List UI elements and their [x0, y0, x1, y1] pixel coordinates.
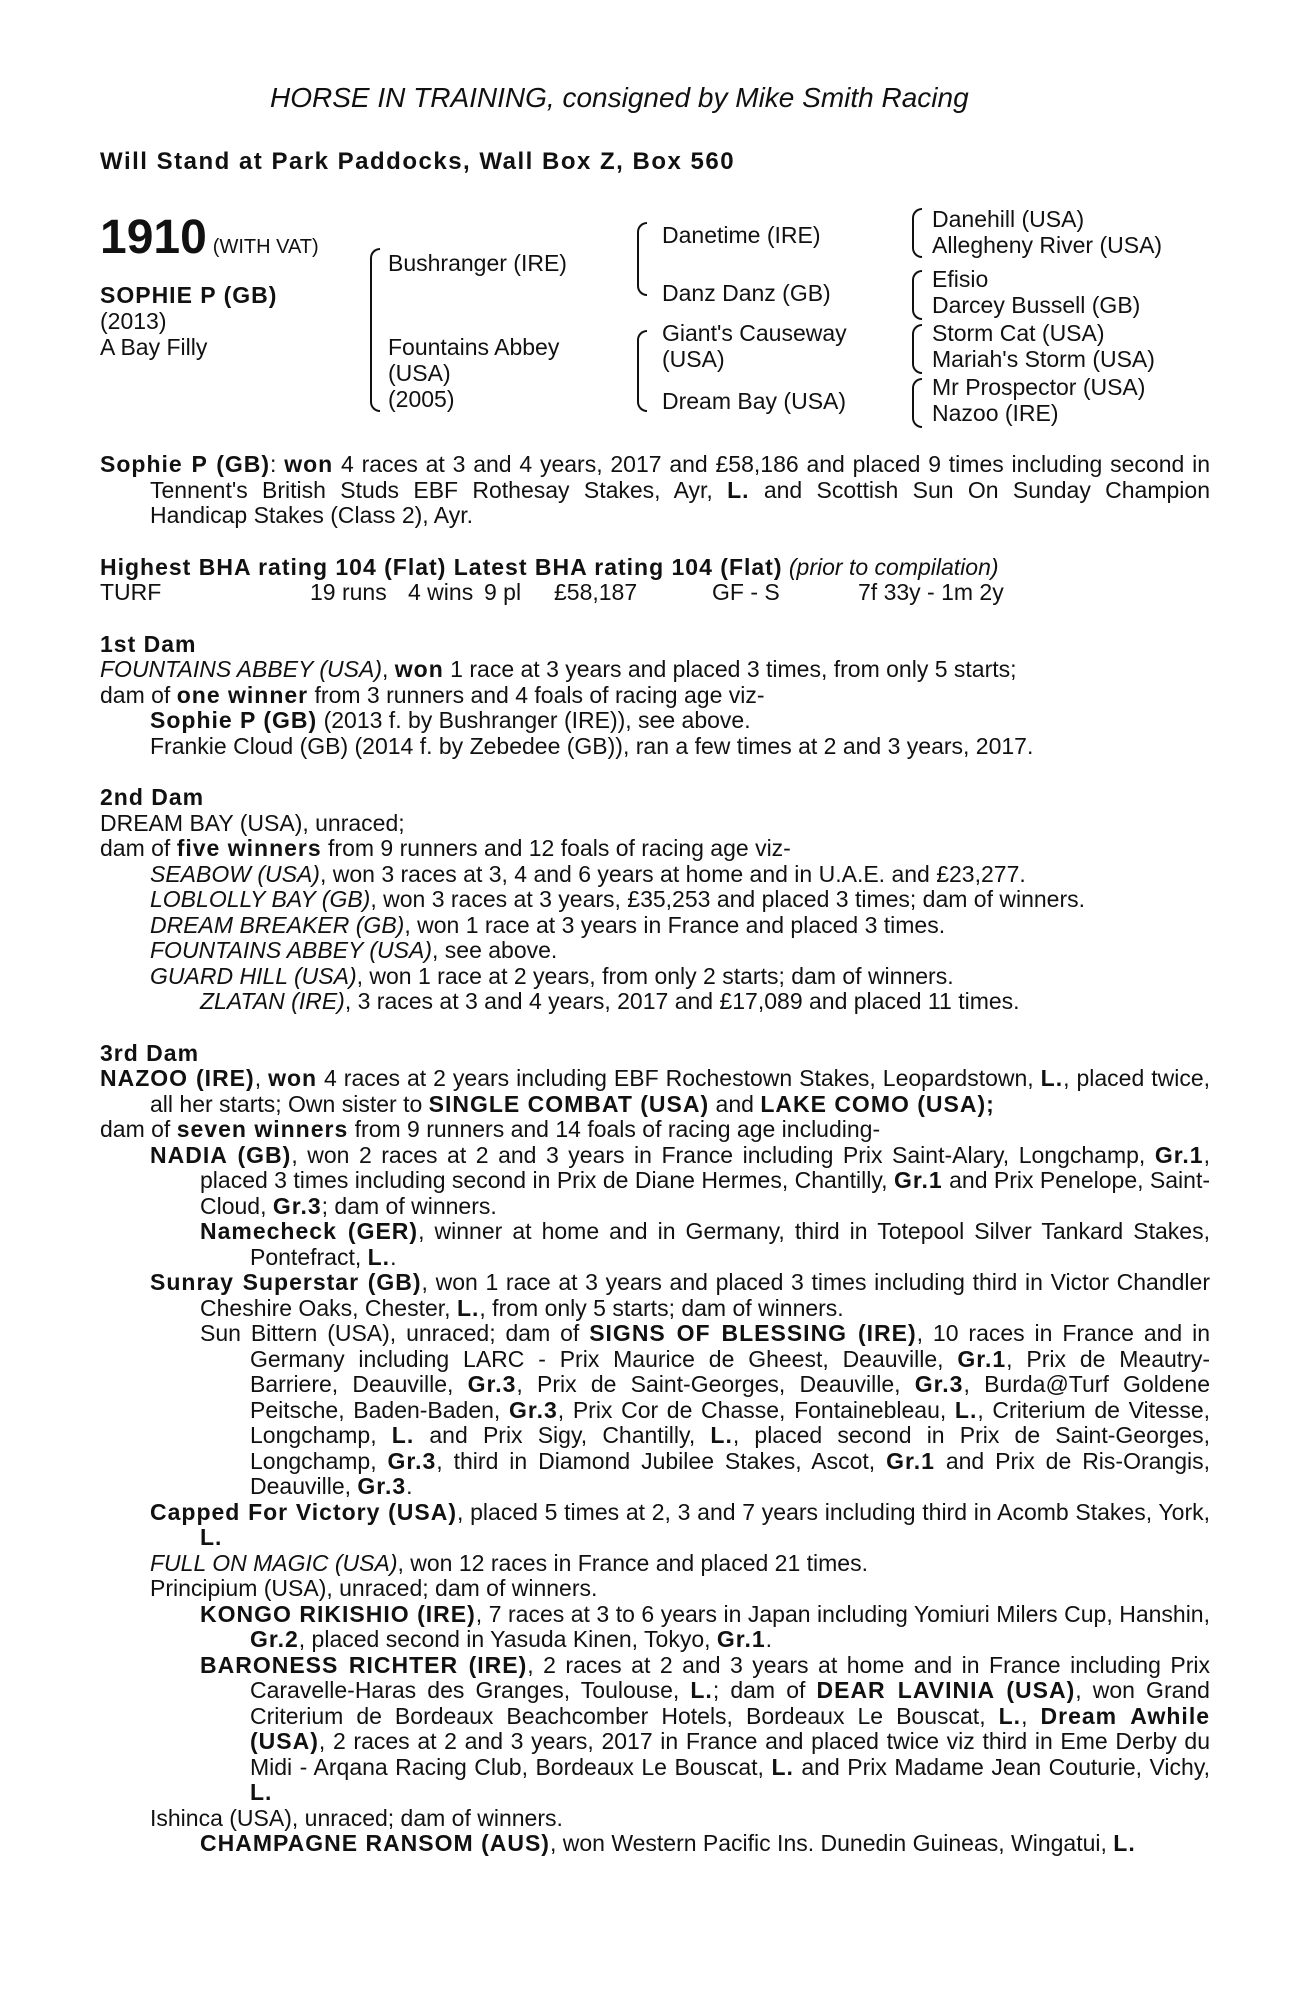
rating-going: GF - S: [712, 579, 780, 605]
listed-mark: L.: [727, 476, 750, 503]
pedigree-brace-sd: [912, 270, 922, 320]
produce-text: , won 3 races at 3, 4 and 6 years at home and in U.A.E. and £23,277.: [319, 860, 1026, 887]
produce-text: and Prix de Ris-Orangis, Deauville,: [250, 1447, 1211, 1499]
produce-text: and Prix Sigy, Chantilly,: [414, 1422, 711, 1448]
dam3-damof-rest: from 9 runners and 14 foals of racing age including-: [348, 1116, 881, 1142]
group-mark: Gr.3: [272, 1192, 322, 1219]
dam3-grandproduce-namecheck: [100, 1219, 1210, 1270]
dam2-produce-line: [100, 836, 1210, 862]
listed-mark: L.: [250, 1779, 273, 1805]
rating-heading: [100, 555, 1210, 581]
listed-mark: L.: [391, 1422, 415, 1448]
dam1-text: 1 race at 3 years and placed 3 times, from only 5 starts;: [443, 656, 1017, 682]
produce-text: ; dam of winners.: [321, 1192, 497, 1219]
produce-text: , won 1 race at 3 years and placed 3 times including third in Victor Chandler Cheshire Oaks, Chester,: [200, 1269, 1210, 1321]
produce-text: , won 1 race at 2 years, from only 2 starts; dam of winners.: [356, 962, 954, 989]
dam3-heading: 3rd Dam: [100, 1039, 200, 1066]
produce-name: NADIA (GB): [150, 1141, 292, 1168]
group-mark: Gr.3: [387, 1447, 437, 1474]
pedigree-sds: Efisio: [932, 266, 989, 292]
dam1-produce-1: [100, 708, 1210, 734]
produce-text: , winner at home and in Germany, third in Totepool Silver Tankard Stakes, Pontefract,: [250, 1218, 1210, 1270]
dam2-produce-1: [100, 862, 1210, 888]
listed-mark: L.: [771, 1753, 794, 1780]
produce-text: , placed second in Prix de Saint-Georges, Longchamp,: [250, 1422, 1210, 1474]
sibling-name: SINGLE COMBAT (USA): [428, 1090, 710, 1117]
listed-mark: L.: [456, 1294, 480, 1321]
page-title: HORSE IN TRAINING, consigned by Mike Smith Racing: [270, 82, 969, 113]
listed-mark: L.: [1113, 1830, 1136, 1856]
produce-name: BARONESS RICHTER (IRE): [200, 1651, 528, 1678]
listed-mark: L.: [998, 1702, 1022, 1729]
produce-text: , won 2 races at 2 and 3 years in France including Prix Saint-Alary, Longchamp,: [291, 1141, 1155, 1168]
dam3-text: and: [709, 1090, 761, 1117]
pedigree-brace-ds: [912, 324, 922, 374]
pedigree-ddd: Nazoo (IRE): [932, 400, 1059, 426]
dam1-heading: 1st Dam: [100, 630, 197, 657]
listed-mark: L.: [710, 1422, 733, 1448]
pedigree-sire-sire: Danetime (IRE): [662, 222, 821, 248]
group-mark: Gr.3: [357, 1473, 407, 1499]
dam1-damof: dam of: [100, 681, 177, 708]
pedigree-sire-dam: Danz Danz (GB): [662, 280, 831, 306]
produce-text: , 2 races at 2 and 3 years, 2017 in France and placed twice viz third in Eme Derby du Midi - Arqana Racing Club, Bordeaux Le Bouscat,: [250, 1728, 1210, 1780]
produce-name: SIGNS OF BLESSING (IRE): [589, 1320, 917, 1346]
dam2-produce-5: [100, 964, 1210, 990]
dam3-text: , placed twice, all her starts; Own sister to: [150, 1065, 1211, 1117]
pedigree-sire: Bushranger (IRE): [388, 250, 567, 276]
dam3-grandproduce-baroness: [100, 1653, 1210, 1806]
pedigree-dds: Mr Prospector (USA): [932, 374, 1146, 400]
group-mark: Gr.3: [467, 1371, 517, 1397]
produce-text: Sun Bittern (USA), unraced; dam of: [200, 1320, 590, 1346]
pedigree-brace-ss: [912, 208, 922, 258]
produce-name: FULL ON MAGIC (USA): [150, 1549, 398, 1576]
produce-text: , 10 races in France and in Germany including LARC - Prix Maurice de Gheest, Deauville,: [250, 1320, 1210, 1372]
pedigree-dam-dam: Dream Bay (USA): [662, 388, 847, 414]
dam2-produce-2: [100, 887, 1210, 913]
group-mark: Gr.1: [1154, 1141, 1204, 1168]
pedigree-dam-year: (2005): [388, 386, 455, 412]
rating-note: (prior to compilation): [788, 553, 999, 580]
dam3-won: won: [268, 1065, 318, 1091]
produce-name: ZLATAN (IRE): [200, 988, 345, 1014]
produce-text: , won Western Pacific Ins. Dunedin Guineas, Wingatui,: [549, 1830, 1114, 1856]
dam1-produce-line: [100, 683, 1210, 709]
produce-text: ; dam of: [712, 1677, 817, 1703]
pedigree-brace-dd: [912, 378, 922, 428]
produce-name: DEAR LAVINIA (USA): [816, 1677, 1076, 1703]
pedigree-brace-main: [370, 248, 380, 412]
dam1-won: won: [394, 656, 444, 682]
produce-text: .: [406, 1473, 413, 1499]
pedigree-dss: Storm Cat (USA): [932, 320, 1105, 346]
group-mark: Gr.1: [716, 1626, 766, 1652]
dam3-produce-ishinca: Ishinca (USA), unraced; dam of winners.: [150, 1804, 563, 1831]
listed-mark: L.: [1040, 1065, 1064, 1091]
listed-mark: L.: [200, 1524, 223, 1550]
rating-placed: 9 pl: [484, 579, 522, 605]
dam1-winners: one winner: [176, 681, 309, 708]
dam3-produce-sunbittern: [100, 1321, 1210, 1500]
produce-text: ,: [1021, 1702, 1041, 1729]
dam3-produce-sunray: [100, 1270, 1210, 1321]
pedigree-dam-origin: (USA): [388, 360, 451, 386]
rating-distance: 7f 33y - 1m 2y: [858, 579, 1004, 605]
produce-text: , placed second in Yasuda Kinen, Tokyo,: [298, 1626, 717, 1652]
summary-text-2: and Scottish Sun On Sunday Champion Handicap Stakes (Class 2), Ayr.: [150, 476, 1210, 528]
dam3-name: NAZOO (IRE): [100, 1065, 255, 1091]
pedigree-dam-sire: Giant's Causeway: [662, 320, 847, 346]
dam1-damof-rest: from 3 runners and 4 foals of racing age viz-: [308, 681, 765, 708]
dam2-produce-4: [100, 938, 1210, 964]
dam3-winners: seven winners: [176, 1116, 349, 1142]
produce-text: and Prix Madame Jean Couturie, Vichy,: [793, 1753, 1211, 1780]
dam3-produce-fullonmagic: [100, 1551, 1210, 1577]
dam1-produce-2: Frankie Cloud (GB) (2014 f. by Zebedee (GB)), ran a few times at 2 and 3 years, 2017.: [150, 732, 1034, 759]
pedigree-sss: Danehill (USA): [932, 206, 1085, 232]
produce-text: , Prix de Meautry- Barriere, Deauville,: [250, 1345, 1210, 1397]
catalogue-body: [100, 452, 1210, 1857]
pedigree-dam: Fountains Abbey: [388, 334, 560, 360]
pedigree-dam-sire-origin: (USA): [662, 346, 725, 372]
produce-text: , won Grand Criterium de Bordeaux Beachcomber Hotels, Bordeaux Le Bouscat,: [250, 1677, 1210, 1729]
produce-name: GUARD HILL (USA): [150, 962, 357, 989]
listed-mark: L.: [367, 1243, 391, 1270]
dam3-damof: dam of: [100, 1116, 177, 1142]
stand-location: Will Stand at Park Paddocks, Wall Box Z, Box 560: [100, 148, 736, 175]
summary-name: Sophie P (GB): [100, 451, 271, 477]
produce-name: Namecheck (GER): [200, 1218, 419, 1244]
lot-number-block: [100, 210, 319, 265]
pedigree-dsd: Mariah's Storm (USA): [932, 346, 1155, 372]
produce-name: Sophie P (GB): [150, 707, 318, 733]
pedigree-ssd: Allegheny River (USA): [932, 232, 1163, 258]
lot-number: 1910: [100, 211, 207, 264]
produce-text: , placed 5 times at 2, 3 and 7 years including third in Acomb Stakes, York,: [457, 1498, 1210, 1525]
dam3-produce-line: [100, 1117, 1210, 1143]
produce-text: , won 3 races at 3 years, £35,253 and placed 3 times; dam of winners.: [370, 886, 1086, 912]
group-mark: Gr.1: [893, 1167, 943, 1193]
produce-name: KONGO RIKISHIO (IRE): [200, 1600, 476, 1627]
rating-surface: TURF: [100, 579, 162, 605]
dam3-text: ;: [986, 1090, 995, 1117]
rating-line: Highest BHA rating 104 (Flat) Latest BHA rating 104 (Flat): [100, 553, 783, 580]
produce-text: .: [765, 1626, 773, 1652]
produce-name: Capped For Victory (USA): [150, 1498, 458, 1525]
produce-text: and Prix Penelope, Saint-Cloud,: [200, 1167, 1210, 1219]
produce-text: , Prix de Saint-Georges, Deauville,: [516, 1371, 915, 1397]
produce-text: , Burda@Turf Goldene Peitsche, Baden-Baden,: [250, 1371, 1211, 1423]
produce-name: Sunray Superstar (GB): [150, 1269, 422, 1295]
dam3-text: 4 races at 2 years including EBF Rochestown Stakes, Leopardstown,: [317, 1065, 1041, 1091]
pedigree-brace-sire: [637, 222, 647, 296]
produce-text: , 2 races at 2 and 3 years at home and in France including Prix Caravelle-Haras des Granges, Toulouse,: [250, 1651, 1210, 1703]
produce-name: Dream Awhile (USA): [250, 1702, 1210, 1754]
dam2-grandproduce-1: [100, 989, 1210, 1015]
group-mark: Gr.3: [914, 1371, 964, 1397]
dam2-heading: 2nd Dam: [100, 784, 205, 810]
group-mark: Gr.2: [250, 1626, 299, 1652]
produce-text: , won 1 race at 3 years in France and placed 3 times.: [404, 911, 946, 938]
rating-wins: 4 wins: [408, 579, 474, 605]
pedigree-brace-dam: [637, 330, 647, 412]
rating-earnings: £58,187: [554, 579, 638, 605]
horse-name: SOPHIE P (GB): [100, 282, 278, 308]
produce-name: FOUNTAINS ABBEY (USA): [150, 937, 433, 963]
dam1-line: FOUNTAINS ABBEY (USA), won 1 race at 3 years and placed 3 times, from only 5 starts;: [100, 656, 1017, 682]
dam2-damof: dam of: [100, 835, 177, 861]
produce-name: DREAM BREAKER (GB): [150, 911, 405, 938]
produce-text: , see above.: [432, 937, 558, 963]
dam3-produce-principium: Principium (USA), unraced; dam of winners.: [150, 1575, 598, 1601]
pedigree-sdd: Darcey Bussell (GB): [932, 292, 1141, 318]
dam2-line: DREAM BAY (USA), unraced;: [100, 809, 405, 836]
sibling-name: LAKE COMO (USA): [760, 1090, 987, 1117]
produce-text: , third in Diamond Jubilee Stakes, Ascot,: [436, 1447, 887, 1474]
produce-text: , Prix Cor de Chasse, Fontainebleau,: [557, 1396, 955, 1423]
group-mark: Gr.1: [957, 1345, 1007, 1372]
produce-text: , 7 races at 3 to 6 years in Japan including Yomiuri Milers Cup, Hanshin,: [475, 1600, 1210, 1627]
produce-text: (2013 f. by Bushranger (IRE)), see above.: [317, 707, 751, 733]
listed-mark: L.: [690, 1677, 713, 1703]
dam2-produce-3: [100, 913, 1210, 939]
rating-runs: 19 runs: [310, 579, 387, 605]
produce-name: SEABOW (USA): [150, 860, 320, 887]
dam2-damof-rest: from 9 runners and 12 foals of racing age viz-: [321, 835, 791, 861]
summary-text: 4 races at 3 and 4 years, 2017 and £58,186 and placed 9 times including second in Tennent's British Studs EBF Rothesay Stakes, Ayr,: [150, 451, 1210, 503]
summary-paragraph: Sophie P (GB): won 4 races at 3 and 4 years, 2017 and £58,186 and placed 9 times including second in Tennent's British Studs EBF Rothesay Stakes, Ayr, L. and Scottish Sun On Sunday Champion Handicap Stakes (Class 2), Ayr.: [100, 451, 1210, 528]
produce-text: , Criterium de Vitesse, Longchamp,: [250, 1396, 1211, 1448]
dam3-grandproduce-champagne: [100, 1831, 1210, 1857]
produce-name: CHAMPAGNE RANSOM (AUS): [200, 1830, 550, 1856]
produce-text: , placed 3 times including second in Prix de Diane Hermes, Chantilly,: [200, 1141, 1210, 1193]
produce-text: .: [390, 1243, 397, 1270]
group-mark: Gr.3: [509, 1396, 558, 1423]
group-mark: Gr.1: [886, 1447, 935, 1474]
summary-won: won: [284, 451, 334, 477]
produce-text: , 3 races at 3 and 4 years, 2017 and £17,089 and placed 11 times.: [344, 988, 1020, 1014]
dam3-produce-nadia: [100, 1143, 1210, 1220]
dam2-winners: five winners: [176, 835, 322, 861]
produce-text: , from only 5 starts; dam of winners.: [479, 1294, 844, 1321]
listed-mark: L.: [954, 1396, 978, 1423]
dam3-line: NAZOO (IRE), won 4 races at 2 years including EBF Rochestown Stakes, Leopardstown, L., placed twice, all her starts; Own sister to SINGLE COMBAT (USA) and LAKE COMO (USA);: [100, 1065, 1211, 1117]
vat-note: (WITH VAT): [212, 236, 319, 258]
produce-text: , won 12 races in France and placed 21 times.: [397, 1549, 868, 1576]
produce-name: LOBLOLLY BAY (GB): [150, 886, 371, 912]
rating-stats-row: [100, 580, 1210, 606]
dam3-produce-capped: [100, 1500, 1210, 1551]
dam3-grandproduce-kongo: [100, 1602, 1210, 1653]
horse-description: A Bay Filly: [100, 334, 208, 360]
horse-year: (2013): [100, 308, 167, 334]
dam1-name: FOUNTAINS ABBEY (USA): [100, 656, 383, 682]
